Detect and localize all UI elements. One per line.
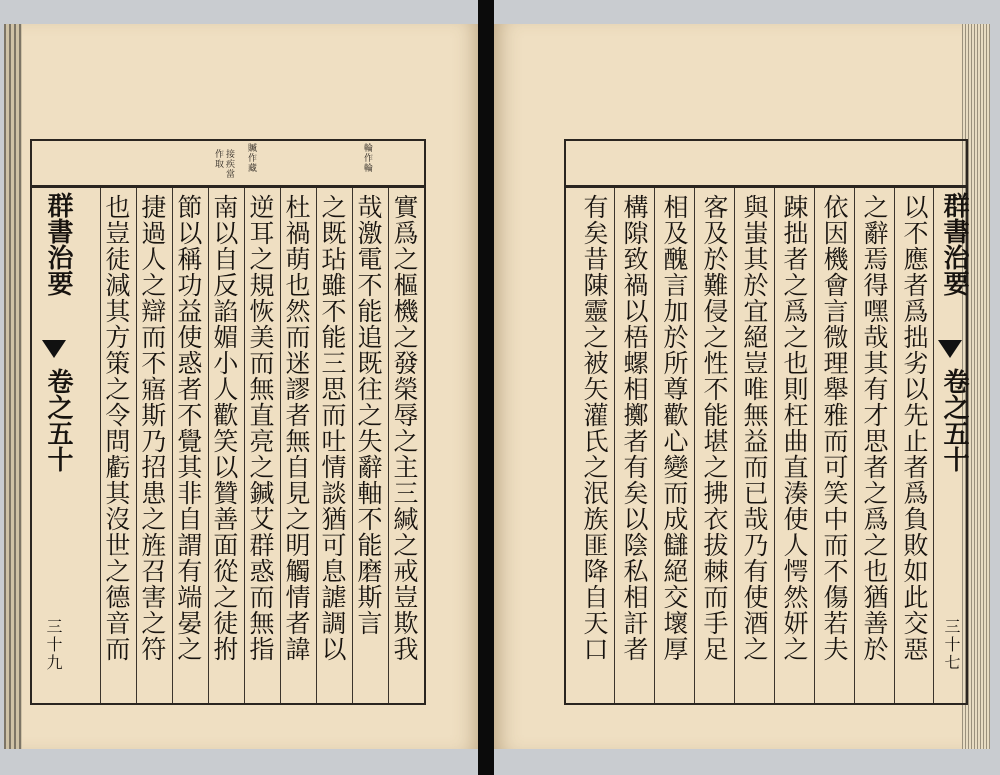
- text-column: 實爲之樞機之發榮辱之主三緘之戒豈欺我: [388, 188, 424, 703]
- left-fore-edge-margin: [32, 188, 101, 703]
- page-number: 三十七: [942, 618, 961, 672]
- text-column: 有矣昔陳靈之被矢灌氏之泯族匪降自天口: [580, 194, 609, 662]
- text-column: 哉激電不能追既往之失辭軸不能磨斯言: [352, 188, 388, 703]
- text-columns: [100, 188, 424, 703]
- text-column: 也豈徒減其方策之令問虧其沒世之德音而: [101, 194, 131, 662]
- right-head-area: [564, 139, 968, 188]
- collation-note: 輪作輪: [362, 143, 372, 173]
- text-column: 杜禍萌也然而迷謬者無自見之明觸情者諱: [280, 188, 316, 703]
- collation-note: 接疾當作取: [213, 149, 234, 179]
- text-column: 節以稱功益使惑者不覺其非自謂有端晏之: [172, 188, 208, 703]
- text-column: 之既玷雖不能三思而吐情談猶可息謔調以: [316, 188, 352, 703]
- text-column: 南以自反諂媚小人歡笑以贊善面從之徒拊: [208, 188, 244, 703]
- book-title: 群書治要: [939, 192, 969, 296]
- right-page: [492, 24, 969, 749]
- left-head-notes-area: [30, 139, 426, 188]
- text-column: 逆耳之規恢美而無直亮之鍼艾群惑而無指: [244, 188, 280, 703]
- fishtail-mark: [938, 340, 962, 358]
- text-column: 踈拙者之爲之也則枉曲直湊使人愕然妍之: [774, 188, 814, 703]
- text-column: 之辭焉得嘿哉其有才思者之爲之也猶善於: [854, 188, 894, 703]
- page-number: 三十九: [44, 618, 63, 672]
- text-column: 以不應者爲拙劣以先止者爲負敗如此交惡: [894, 188, 934, 703]
- juan-label: 卷之五十: [43, 368, 73, 472]
- right-fore-edge-margin: [933, 188, 969, 703]
- text-column: 客及於難侵之性不能堪之拂衣拔棘而手足: [694, 188, 734, 703]
- text-column: 捷過人之辯而不寤斯乃招患之旌召害之符: [136, 188, 172, 703]
- text-columns: [566, 188, 934, 703]
- fishtail-mark: [42, 340, 66, 358]
- text-column: 與蚩其於宜絕豈唯無益而已哉乃有使酒之: [734, 188, 774, 703]
- book-spine-binding: [478, 0, 494, 775]
- text-column: 依因機會言微理舉雅而可笑中而不傷若夫: [814, 188, 854, 703]
- left-text-frame: [30, 185, 426, 705]
- juan-label: 卷之五十: [939, 368, 969, 472]
- right-text-frame: [564, 185, 968, 705]
- text-column: 相及醜言加於所尊歡心變而成讎絕交壞厚: [654, 188, 694, 703]
- left-page: [22, 24, 482, 749]
- collation-note: 贓作藏: [246, 143, 256, 173]
- text-column: 構隙致禍以梧螺相擲者有矣以陰私相訐者: [614, 188, 654, 703]
- book-title: 群書治要: [43, 192, 73, 296]
